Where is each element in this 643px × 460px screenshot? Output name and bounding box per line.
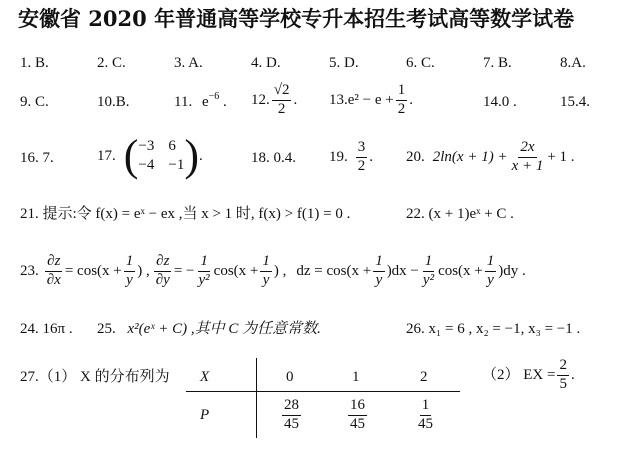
table-horizontal-rule: [186, 391, 460, 392]
ex-denominator: 5: [559, 375, 567, 392]
answer-20-expression: 2ln(x + 1) +: [432, 148, 508, 165]
answer-16: 16. 7.: [20, 150, 54, 166]
answer-12-tail: .: [293, 91, 298, 108]
partial-z-x-rhs: = cos(x +: [64, 262, 122, 279]
answer-12-fraction: [272, 83, 292, 118]
answer-9: 9. C.: [20, 94, 49, 110]
answer-12-label: 12.: [251, 91, 270, 108]
answer-10: 10.B.: [97, 94, 130, 110]
total-coefficient-denominator: y²: [422, 271, 435, 288]
total-fraction-2-numerator: 1: [485, 254, 497, 272]
answer-20-numerator: 2x: [518, 140, 536, 158]
partial-z-x-close: ) ,: [137, 262, 150, 279]
answer-17-tail: .: [199, 147, 203, 164]
total-fraction-1-numerator: 1: [373, 254, 385, 272]
table-prob-1: [346, 398, 369, 433]
answer-19-tail: .: [369, 148, 373, 165]
table-prob-2: [414, 398, 437, 433]
matrix-entry-11: −3: [138, 138, 155, 154]
total-coefficient-numerator: 1: [423, 254, 435, 272]
total-differential-cos: cos(x +: [438, 262, 483, 279]
prob-0-denominator: 45: [284, 415, 299, 432]
answer-11-exponent: −6: [208, 91, 220, 102]
answer-17-matrix: [138, 139, 184, 173]
answer-21: 21. 提示:令 f(x) = eˣ − ex ,当 x > 1 时, f(x) > f(1) = 0 .: [20, 206, 351, 222]
answer-19: [329, 140, 373, 175]
prob-2-denominator: 45: [418, 415, 433, 432]
inner-fraction-1-numerator: 1: [124, 254, 136, 272]
matrix-entry-12: 6: [168, 138, 176, 154]
total-differential-fraction-2: [485, 254, 497, 289]
answer-23: [20, 254, 526, 289]
answer-5: 5. D.: [329, 55, 359, 71]
prob-1-denominator: 45: [350, 415, 365, 432]
answer-13-label: 13.: [329, 91, 348, 108]
answer-11-base: e: [201, 94, 209, 110]
table-value-1: 1: [352, 369, 360, 385]
answer-3: 3. A.: [174, 55, 203, 71]
answer-20-tail: + 1 .: [547, 148, 575, 165]
answer-19-denominator: 2: [357, 157, 366, 174]
table-vertical-rule: [256, 358, 257, 438]
coefficient-denominator: y²: [198, 271, 210, 288]
partial-z-y-rhs: = −: [173, 262, 195, 279]
answer-12-numerator: √2: [272, 83, 292, 101]
answer-13-expression: e² − e +: [347, 91, 394, 108]
answer-14: 14.0 .: [483, 94, 517, 110]
answer-13-tail: .: [409, 91, 413, 108]
answer-15: 15.4.: [560, 94, 590, 110]
coefficient-numerator: 1: [198, 254, 210, 272]
answer-26: 26. x₁ = 6 , x₂ = −1, x₃ = −1 .: [406, 321, 581, 337]
answer-25: [97, 322, 321, 337]
partial-z-x-numerator: ∂z: [45, 254, 62, 272]
answer-1: 1. B.: [20, 55, 49, 71]
answer-8: 8.A.: [560, 55, 586, 71]
answer-13-denominator: 2: [397, 100, 406, 117]
answer-23-label: 23.: [20, 262, 39, 279]
prob-0-numerator: 28: [282, 398, 301, 416]
answer-19-fraction: [356, 140, 368, 175]
table-prob-0: [280, 398, 303, 433]
inner-fraction-2-numerator: 1: [260, 254, 272, 272]
answer-19-numerator: 3: [356, 140, 368, 158]
answer-11-label: 11.: [174, 94, 193, 110]
total-fraction-1-denominator: y: [375, 271, 383, 288]
ex-fraction: [557, 358, 569, 393]
prob-1-fraction: [348, 398, 367, 433]
ex-tail: .: [570, 366, 575, 383]
table-value-0: 0: [286, 369, 294, 385]
answer-13: [329, 83, 413, 118]
answer-12: [251, 83, 297, 118]
answer-7: 7. B.: [483, 55, 512, 71]
matrix-left-paren: (: [123, 131, 139, 180]
answer-11-tail: .: [223, 94, 227, 110]
total-differential-dx: )dx −: [386, 262, 419, 279]
total-differential-fraction-1: [373, 254, 385, 289]
answer-17: [97, 131, 203, 180]
prob-0-fraction: [282, 398, 301, 433]
answer-19-label: 19.: [329, 148, 348, 165]
partial-z-y-denominator: ∂y: [155, 271, 170, 288]
answer-25-label: 25.: [97, 321, 116, 337]
total-differential-coefficient: [421, 254, 436, 289]
table-value-2: 2: [420, 369, 428, 385]
matrix-right-paren: ): [184, 131, 199, 180]
table-header-p: P: [200, 407, 210, 423]
prob-2-numerator: 1: [420, 398, 432, 416]
partial-z-y-close: ) ,: [273, 262, 287, 279]
partial-z-x-inner-fraction: [124, 254, 136, 289]
matrix-entry-22: −1: [168, 157, 185, 173]
ex-numerator: 2: [557, 358, 569, 376]
answer-6: 6. C.: [406, 55, 435, 71]
answer-20-fraction: [510, 140, 546, 175]
part-2-label: （2） EX =: [482, 366, 556, 383]
prob-2-fraction: [416, 398, 435, 433]
answer-20-denominator: x + 1: [511, 157, 544, 174]
table-header-x: X: [200, 369, 210, 385]
answer-13-numerator: 1: [396, 83, 408, 101]
partial-z-y-numerator: ∂z: [154, 254, 171, 272]
prob-1-numerator: 16: [348, 398, 367, 416]
answer-24: 24. 16π .: [20, 321, 73, 337]
total-fraction-2-denominator: y: [487, 271, 494, 288]
page-title: 安徽省 2020 年普通高等学校专升本招生考试高等数学试卷: [18, 6, 575, 31]
partial-z-y-coefficient: [197, 254, 212, 289]
answer-11: [174, 91, 227, 110]
answer-18: 18. 0.4.: [251, 150, 296, 166]
partial-z-y: [154, 254, 172, 289]
answer-4: 4. D.: [251, 55, 281, 71]
answer-25-expression: x²(eˣ + C) ,其中 C 为任意常数.: [127, 321, 321, 337]
answer-20-label: 20.: [406, 148, 425, 165]
total-differential-start: dz = cos(x +: [296, 262, 372, 279]
answer-22: 22. (x + 1)eˣ + C .: [406, 206, 514, 222]
inner-fraction-1-denominator: y: [126, 271, 133, 288]
inner-fraction-2-denominator: y: [262, 271, 270, 288]
answer-27-label: 27.（1） X 的分布列为: [20, 369, 170, 385]
answer-20: [406, 140, 575, 175]
partial-z-y-inner-fraction: [260, 254, 272, 289]
total-differential-dy: )dy .: [498, 262, 526, 279]
answer-13-fraction: [396, 83, 408, 118]
answer-12-denominator: 2: [277, 100, 286, 117]
partial-z-x: [45, 254, 63, 289]
matrix-entry-21: −4: [138, 157, 155, 173]
answer-27-part-2: [482, 358, 575, 393]
partial-z-x-denominator: ∂x: [46, 271, 61, 288]
answer-17-label: 17.: [97, 147, 116, 164]
answer-2: 2. C.: [97, 55, 126, 71]
partial-z-y-cos: cos(x +: [213, 262, 259, 279]
